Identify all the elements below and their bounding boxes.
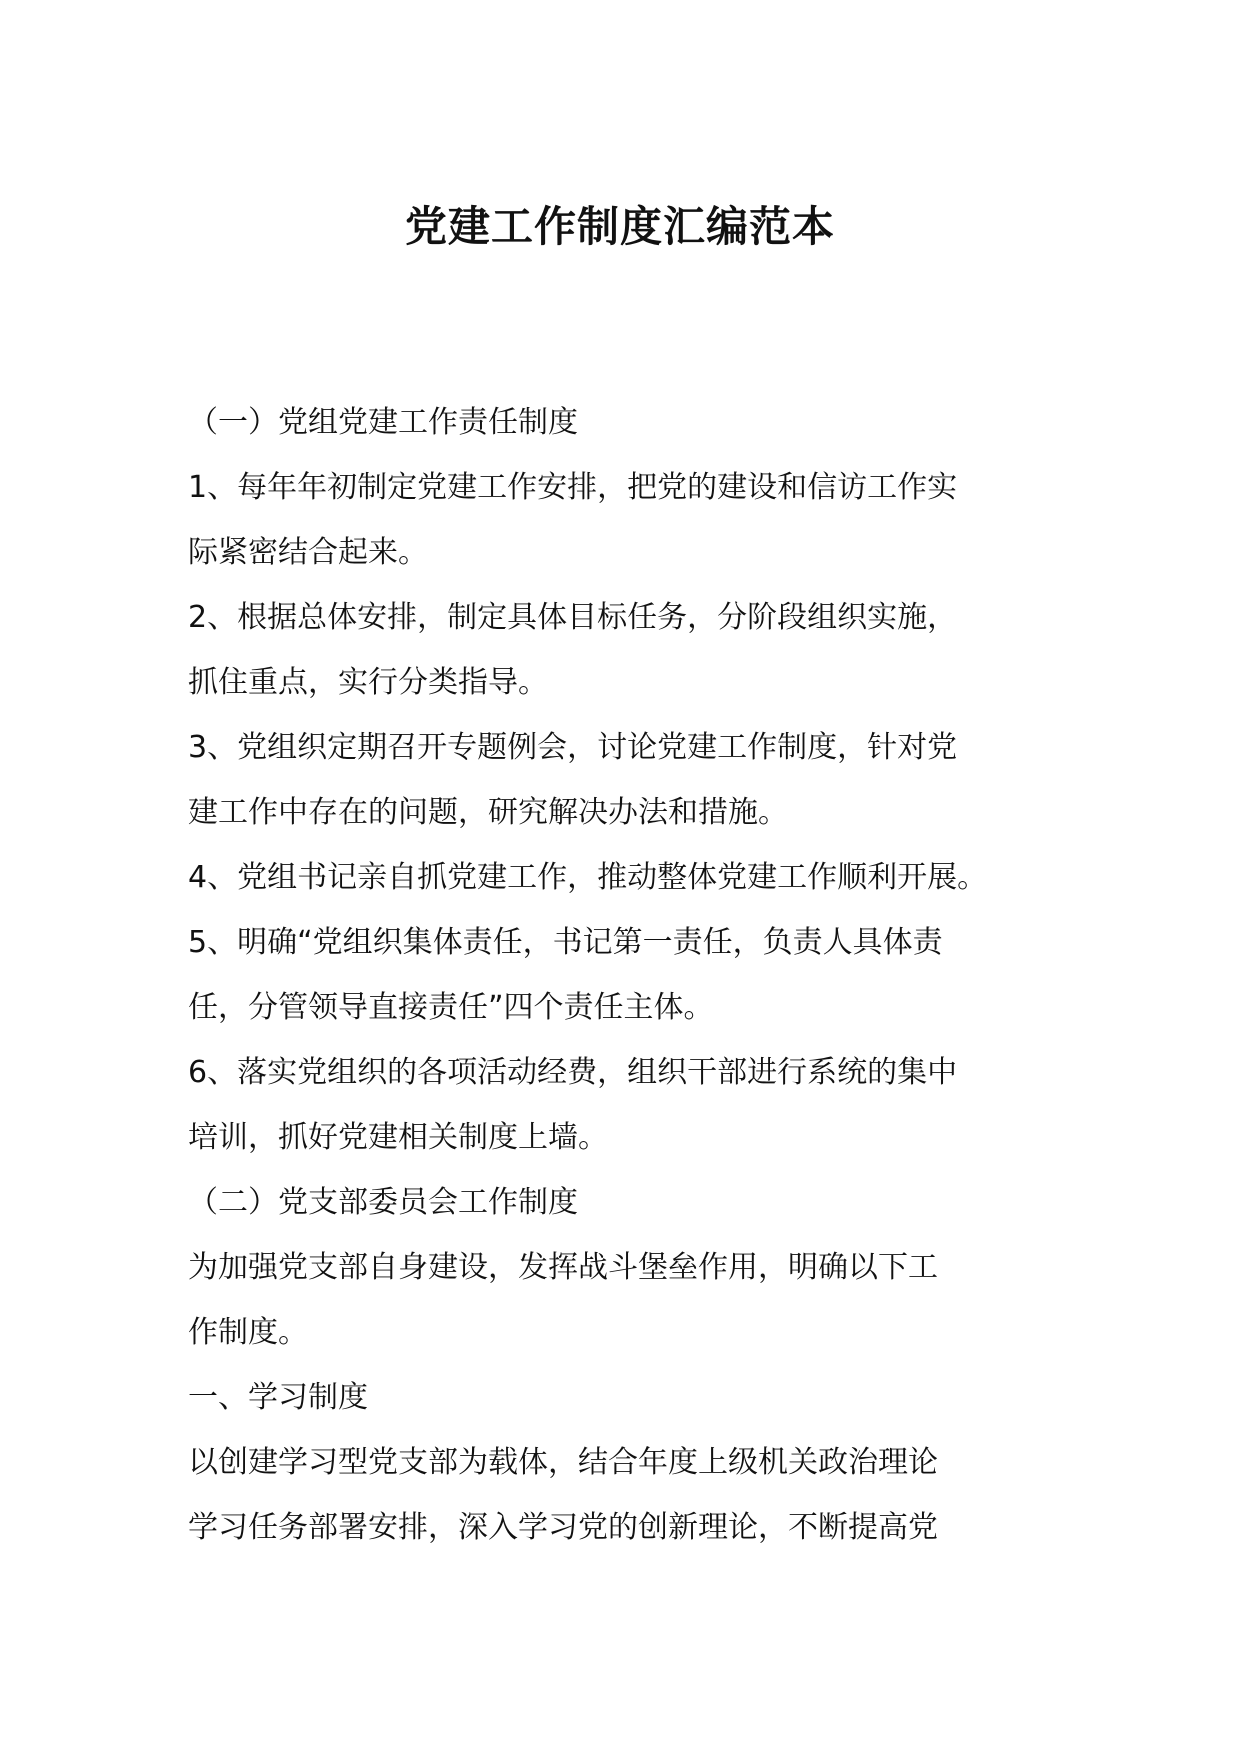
paragraph-line: 任，分管领导直接责任”四个责任主体。 [188,990,714,1025]
paragraph-line: 际紧密结合起来。 [188,535,428,570]
document-body [188,390,1053,1560]
paragraph-line: 1、每年年初制定党建工作安排，把党的建设和信访工作实 [188,470,958,505]
paragraph-line: 5、明确“党组织集体责任，书记第一责任，负责人具体责 [188,925,943,960]
paragraph-line: 建工作中存在的问题，研究解决办法和措施。 [188,795,788,830]
subsection-heading: 一、学习制度 [188,1380,368,1415]
paragraph-line: 抓住重点，实行分类指导。 [188,665,548,700]
paragraph-line: 作制度。 [188,1315,308,1350]
paragraph-line: 学习任务部署安排，深入学习党的创新理论，不断提高党 [188,1510,938,1545]
paragraph-line: 以创建学习型党支部为载体，结合年度上级机关政治理论 [188,1445,938,1480]
paragraph-line: 3、党组织定期召开专题例会，讨论党建工作制度，针对党 [188,730,958,765]
paragraph-line: 培训，抓好党建相关制度上墙。 [188,1120,608,1155]
document-title: 党建工作制度汇编范本 [404,202,835,251]
section-heading-1: （一）党组党建工作责任制度 [188,405,578,440]
paragraph-line: 为加强党支部自身建设，发挥战斗堡垒作用，明确以下工 [188,1250,938,1285]
paragraph-line: 2、根据总体安排，制定具体目标任务，分阶段组织实施， [188,600,958,635]
section-heading-2: （二）党支部委员会工作制度 [188,1185,578,1220]
paragraph-line: 6、落实党组织的各项活动经费，组织干部进行系统的集中 [188,1055,958,1090]
paragraph-line: 4、党组书记亲自抓党建工作，推动整体党建工作顺利开展。 [188,860,988,895]
